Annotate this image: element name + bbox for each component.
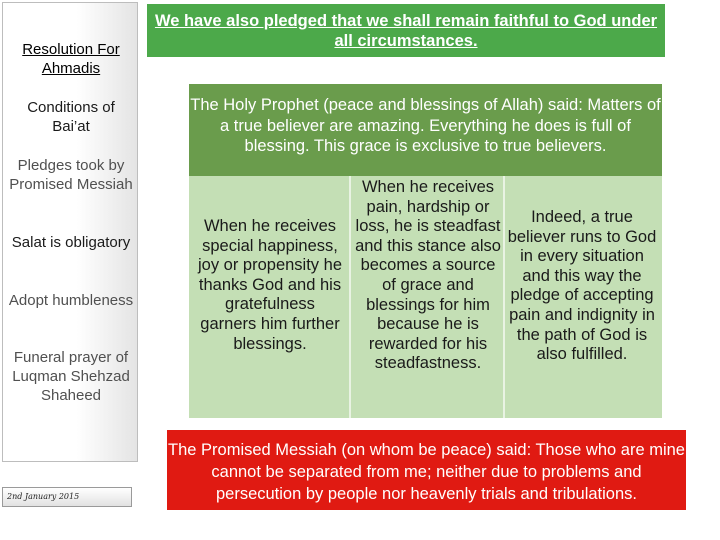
hadith-column-pain: When he receives pain, hardship or loss, he is steadfast and this stance also becomes a source of grace and blessings for him because he is rewarded for his steadfastness. [355,178,501,373]
date-label: 2nd January 2015 [2,487,132,507]
column-divider [349,176,351,418]
hadith-column-happiness: When he receives special happiness, joy or propensity he thanks God and his gratefulness garners him further blessings. [198,217,342,353]
hadith-heading: The Holy Prophet (peace and blessings of Allah) said: Matters of a true believer are amazing. Everything he does is full of blessing. This grace is exclusive to true believers. [189,84,662,176]
column-divider [503,176,505,418]
sidebar-item-salat[interactable]: Salat is obligatory [11,234,131,251]
pledge-banner-text: We have also pledged that we shall remain faithful to God under all circumstances. [154,12,658,50]
promised-messiah-quote: The Promised Messiah (on whom be peace) said: Those who are mine cannot be separated from me; neither due to problems and persecution by people nor heavenly trials and tribulations. [167,430,686,510]
sidebar-item-resolution[interactable]: Resolution For Ahmadis [22,41,120,77]
sidebar-item-conditions-of-baiat[interactable]: Conditions of Bai’at [27,99,115,135]
sidebar-item-humbleness[interactable]: Adopt humbleness [8,292,134,309]
hadith-column-true-believer: Indeed, a true believer runs to God in every situation and this way the pledge of accepting pain and indignity in the path of God is also fulfilled. [507,208,657,364]
sidebar-nav [2,2,138,462]
sidebar-item-funeral-prayer[interactable]: Funeral prayer of Luqman Shehzad Shaheed [12,349,130,404]
sidebar-item-pledges[interactable]: Pledges took by Promised Messiah [9,157,133,193]
pledge-banner [147,4,665,57]
hadith-panel [189,84,662,418]
